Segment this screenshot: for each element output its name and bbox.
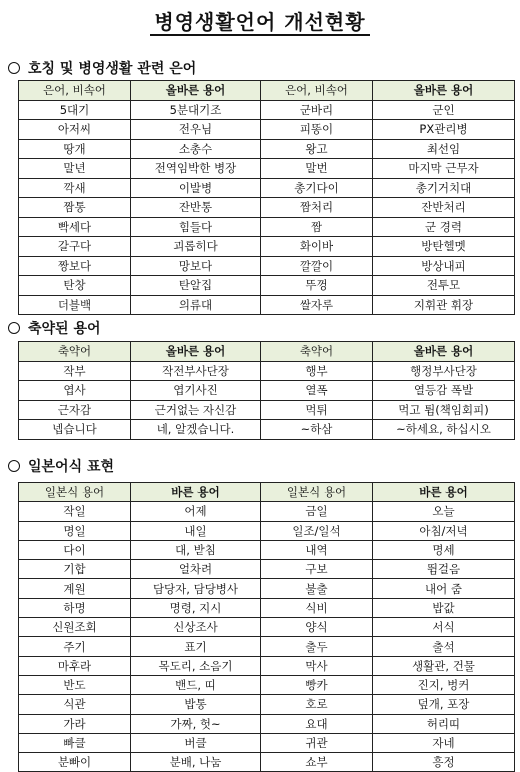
incorrect-term-cell: 다이 [19,540,131,559]
correct-term-cell: 분배, 나눔 [131,753,261,772]
incorrect-term-cell: 엽사 [19,381,131,401]
table-row [19,618,515,637]
incorrect-term-cell: 5대기 [19,100,131,120]
incorrect-term-cell: 주기 [19,637,131,656]
correct-term-cell: 행정부사단장 [373,361,515,381]
table-row [19,714,515,733]
table-row [19,381,515,401]
correct-term-cell: 소총수 [131,139,261,159]
incorrect-term-cell: 군바리 [261,100,373,120]
column-header: 올바른 용어 [131,81,261,101]
correct-term-cell: 엽기사진 [131,381,261,401]
incorrect-term-cell: 말년 [19,159,131,179]
incorrect-term-cell: 열폭 [261,381,373,401]
table-row [19,159,515,179]
correct-term-cell: 흥정 [373,753,515,772]
incorrect-term-cell: 호로 [261,695,373,714]
incorrect-term-cell: 짬통 [19,198,131,218]
table-row [19,100,515,120]
table-row [19,237,515,257]
incorrect-term-cell: 기합 [19,560,131,579]
correct-term-cell: 목도리, 소음기 [131,656,261,675]
incorrect-term-cell: 넵습니다 [19,420,131,440]
incorrect-term-cell: 계원 [19,579,131,598]
correct-term-cell: 출석 [373,637,515,656]
correct-term-cell: 마지막 근무자 [373,159,515,179]
correct-term-cell: 근거없는 자신감 [131,400,261,420]
column-header: 올바른 용어 [373,81,515,101]
incorrect-term-cell: 귀관 [261,733,373,752]
incorrect-term-cell: 먹튀 [261,400,373,420]
correct-term-cell: 담당자, 담당병사 [131,579,261,598]
slang-table [18,80,515,315]
correct-term-cell: 아침/저녁 [373,521,515,540]
correct-term-cell: 괴롭히다 [131,237,261,257]
correct-term-cell: 얼차려 [131,560,261,579]
column-header: 축약어 [19,342,131,362]
incorrect-term-cell: 마후라 [19,656,131,675]
column-header: 은어, 비속어 [261,81,373,101]
table-row [19,540,515,559]
column-header: 바른 용어 [131,483,261,502]
table-header-row [19,483,515,502]
incorrect-term-cell: 작일 [19,502,131,521]
table-row [19,120,515,140]
correct-term-cell: 전투모 [373,276,515,296]
correct-term-cell: 군인 [373,100,515,120]
table-row [19,256,515,276]
correct-term-cell: 버클 [131,733,261,752]
table-row [19,637,515,656]
correct-term-cell: 신상조사 [131,618,261,637]
table-row [19,198,515,218]
table-row [19,400,515,420]
correct-term-cell: 덮개, 포장 [373,695,515,714]
circle-bullet-icon [8,62,20,74]
correct-term-cell: 뜀걸음 [373,560,515,579]
japanese-style-table [18,482,515,772]
correct-term-cell: 군 경력 [373,217,515,237]
circle-bullet-icon [8,460,20,472]
column-header: 올바른 용어 [373,342,515,362]
section-heading-slang: 호칭 및 병영생활 관련 은어 [8,58,196,78]
incorrect-term-cell: 일조/일석 [261,521,373,540]
incorrect-term-cell: 구보 [261,560,373,579]
table-row [19,361,515,381]
column-header: 은어, 비속어 [19,81,131,101]
incorrect-term-cell: 식관 [19,695,131,714]
incorrect-term-cell: 쌀자루 [261,295,373,315]
table-row [19,579,515,598]
table-row [19,753,515,772]
incorrect-term-cell: 분빠이 [19,753,131,772]
incorrect-term-cell: 깍새 [19,178,131,198]
incorrect-term-cell: 내역 [261,540,373,559]
correct-term-cell: 5분대기조 [131,100,261,120]
correct-term-cell: 잔반통 [131,198,261,218]
table-row [19,675,515,694]
correct-term-cell: 먹고 튐(책임회피) [373,400,515,420]
correct-term-cell: 힘들다 [131,217,261,237]
correct-term-cell: 전역임박한 병장 [131,159,261,179]
correct-term-cell: 잔반처리 [373,198,515,218]
correct-term-cell: 탄알집 [131,276,261,296]
incorrect-term-cell: 짬 [261,217,373,237]
incorrect-term-cell: 빵카 [261,675,373,694]
incorrect-term-cell: 신원조회 [19,618,131,637]
table-header-row [19,342,515,362]
incorrect-term-cell: 행부 [261,361,373,381]
table-row [19,656,515,675]
incorrect-term-cell: 왕고 [261,139,373,159]
correct-term-cell: 진지, 벙커 [373,675,515,694]
correct-term-cell: ~하세요, 하십시오 [373,420,515,440]
incorrect-term-cell: 작부 [19,361,131,381]
section-heading-japanese-style: 일본어식 표현 [8,456,114,476]
correct-term-cell: 허리띠 [373,714,515,733]
correct-term-cell: 전우님 [131,120,261,140]
incorrect-term-cell: 깔깔이 [261,256,373,276]
correct-term-cell: 작전부사단장 [131,361,261,381]
incorrect-term-cell: 짬처리 [261,198,373,218]
correct-term-cell: 네, 알겠습니다. [131,420,261,440]
correct-term-cell: 내어 줌 [373,579,515,598]
correct-term-cell: 열등감 폭발 [373,381,515,401]
incorrect-term-cell: 명일 [19,521,131,540]
incorrect-term-cell: 갈구다 [19,237,131,257]
incorrect-term-cell: 총기다이 [261,178,373,198]
abbreviation-table [18,341,515,440]
column-header: 일본식 용어 [261,483,373,502]
column-header: 바른 용어 [373,483,515,502]
incorrect-term-cell: 하명 [19,598,131,617]
correct-term-cell: 이발병 [131,178,261,198]
table-header-row [19,81,515,101]
incorrect-term-cell: 불출 [261,579,373,598]
table-row [19,295,515,315]
incorrect-term-cell: 식비 [261,598,373,617]
correct-term-cell: 방탄헬멧 [373,237,515,257]
incorrect-term-cell: 출두 [261,637,373,656]
correct-term-cell: 밥값 [373,598,515,617]
incorrect-term-cell: 막사 [261,656,373,675]
table-row [19,560,515,579]
incorrect-term-cell: 반도 [19,675,131,694]
table-row [19,178,515,198]
table-row [19,521,515,540]
incorrect-term-cell: 화이바 [261,237,373,257]
incorrect-term-cell: 가라 [19,714,131,733]
incorrect-term-cell: 탄창 [19,276,131,296]
incorrect-term-cell: 땅개 [19,139,131,159]
incorrect-term-cell: 빠클 [19,733,131,752]
correct-term-cell: 내일 [131,521,261,540]
table-row [19,695,515,714]
incorrect-term-cell: 더블백 [19,295,131,315]
incorrect-term-cell: 짱보다 [19,256,131,276]
correct-term-cell: 가짜, 헛~ [131,714,261,733]
section-heading-abbreviations: 축약된 용어 [8,318,101,338]
correct-term-cell: 어제 [131,502,261,521]
incorrect-term-cell: 쇼부 [261,753,373,772]
correct-term-cell: 총기거치대 [373,178,515,198]
correct-term-cell: 오늘 [373,502,515,521]
column-header: 올바른 용어 [131,342,261,362]
incorrect-term-cell: 뚜껑 [261,276,373,296]
correct-term-cell: 자네 [373,733,515,752]
correct-term-cell: PX관리병 [373,120,515,140]
column-header: 축약어 [261,342,373,362]
table-row [19,420,515,440]
correct-term-cell: 표기 [131,637,261,656]
page-title: 병영생활언어 개선현황 [0,6,520,35]
correct-term-cell: 최선임 [373,139,515,159]
correct-term-cell: 대, 받침 [131,540,261,559]
incorrect-term-cell: ~하삼 [261,420,373,440]
correct-term-cell: 서식 [373,618,515,637]
incorrect-term-cell: 아저씨 [19,120,131,140]
table-row [19,598,515,617]
incorrect-term-cell: 말번 [261,159,373,179]
correct-term-cell: 의류대 [131,295,261,315]
correct-term-cell: 생활관, 건물 [373,656,515,675]
incorrect-term-cell: 양식 [261,618,373,637]
table-row [19,139,515,159]
table-row [19,217,515,237]
table-row [19,276,515,296]
circle-bullet-icon [8,322,20,334]
correct-term-cell: 밴드, 띠 [131,675,261,694]
incorrect-term-cell: 요대 [261,714,373,733]
correct-term-cell: 방상내피 [373,256,515,276]
table-row [19,733,515,752]
correct-term-cell: 망보다 [131,256,261,276]
table-row [19,502,515,521]
incorrect-term-cell: 금일 [261,502,373,521]
correct-term-cell: 명세 [373,540,515,559]
incorrect-term-cell: 피똥이 [261,120,373,140]
incorrect-term-cell: 빡세다 [19,217,131,237]
incorrect-term-cell: 근자감 [19,400,131,420]
correct-term-cell: 명령, 지시 [131,598,261,617]
correct-term-cell: 지휘관 휘장 [373,295,515,315]
correct-term-cell: 밥통 [131,695,261,714]
column-header: 일본식 용어 [19,483,131,502]
